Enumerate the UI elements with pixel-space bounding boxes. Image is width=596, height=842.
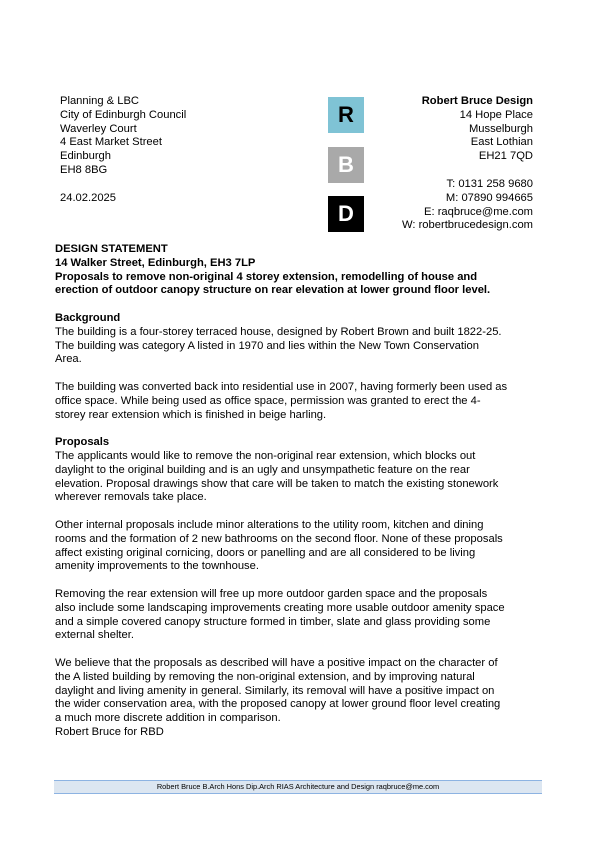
paragraph-line: daylight and living amenity in general. Similarly, its removal will have a positive impact on (55, 684, 495, 697)
recipient-line: Waverley Court (60, 122, 137, 135)
paragraph-line: Other internal proposals include minor alterations to the utility room, kitchen and dining (55, 518, 484, 531)
logo-letter-b: B (328, 147, 364, 183)
contact-details (402, 178, 533, 233)
paragraph-line: and a simple covered canopy structure formed in timber, slate and glass providing some (55, 615, 491, 628)
recipient-line: Planning & LBC (60, 95, 139, 107)
sender-line: 14 Hope Place (459, 108, 533, 121)
phone: T: 0131 258 9680 (446, 178, 533, 190)
site-address: 14 Walker Street, Edinburgh, EH3 7LP (55, 256, 256, 269)
paragraph-line: The building was category A listed in 1970 and lies within the New Town Conservation (55, 339, 479, 352)
paragraph-line: daylight to the original building and is an ugly and unsympathetic feature on the rear (55, 463, 470, 476)
paragraph-line: The building was converted back into residential use in 2007, having formerly been used as (55, 380, 508, 393)
website: W: robertbrucedesign.com (402, 219, 533, 232)
email: E: raqbruce@me.com (424, 205, 533, 218)
paragraph-line: The building is a four-storey terraced house, designed by Robert Brown and built 1822-25. (55, 325, 502, 338)
paragraph-line: affect existing original cornicing, doors or panelling and are all considered to be living (55, 546, 476, 559)
recipient-line: EH8 8BG (60, 163, 108, 176)
paragraph-line: the A listed building by removing the non-original extension, and by improving natural (55, 670, 475, 683)
logo-letter-d: D (328, 196, 364, 232)
recipient-address (60, 95, 186, 178)
proposal-summary-line: Proposals to remove non-original 4 storey extension, remodelling of house and (55, 270, 478, 283)
paragraph-line: We believe that the proposals as described will have a positive impact on the character of (55, 656, 498, 669)
paragraph-line: storey rear extension which is finished in beige harling. (55, 408, 327, 421)
paragraph-line: amenity improvements to the townhouse. (55, 560, 259, 573)
paragraph-line: wherever removals take place. (55, 491, 207, 504)
proposals-heading: Proposals (55, 436, 110, 449)
proposal-summary-line: erection of outdoor canopy structure on rear elevation at lower ground floor level. (55, 284, 491, 297)
footer-bar: Robert Bruce B.Arch Hons Dip.Arch RIAS Architecture and Design raqbruce@me.com (54, 780, 542, 794)
paragraph-line: the wider conservation area, with the proposed canopy at lower ground floor level creating (55, 698, 501, 711)
document-body (55, 243, 545, 740)
mobile: M: 07890 994665 (445, 191, 533, 204)
document-title: DESIGN STATEMENT (55, 243, 168, 255)
paragraph-line: Area. (55, 353, 82, 366)
recipient-line: 4 East Market Street (60, 136, 162, 149)
paragraph-line: a much more discrete addition in comparison. (55, 712, 281, 725)
recipient-line: Edinburgh (60, 150, 112, 163)
sender-name: Robert Bruce Design (421, 95, 533, 107)
paragraph-line: Removing the rear extension will free up more outdoor garden space and the proposals (55, 587, 488, 600)
signoff: Robert Bruce for RBD (55, 725, 164, 738)
recipient-line: City of Edinburgh Council (60, 108, 187, 121)
sender-address (422, 95, 533, 164)
sender-line: Musselburgh (468, 122, 533, 135)
background-heading: Background (55, 311, 121, 324)
logo-letter-r: R (328, 97, 364, 133)
sender-line: EH21 7QD (478, 150, 533, 163)
paragraph-line: external shelter. (55, 629, 134, 642)
sender-line: East Lothian (470, 136, 533, 149)
paragraph-line: elevation. Proposal drawings show that care will be taken to match the existing stonework (55, 477, 499, 490)
paragraph-line: also include some landscaping improvements creating more usable outdoor amenity space (55, 601, 505, 614)
paragraph-line: office space. While being used as office space, permission was granted to erect the 4- (55, 394, 481, 407)
letter-date: 24.02.2025 (60, 192, 116, 204)
paragraph-line: rooms and the formation of 2 new bathrooms on the second floor. None of these proposals (55, 532, 503, 545)
paragraph-line: The applicants would like to remove the non-original rear extension, which blocks out (55, 449, 476, 462)
